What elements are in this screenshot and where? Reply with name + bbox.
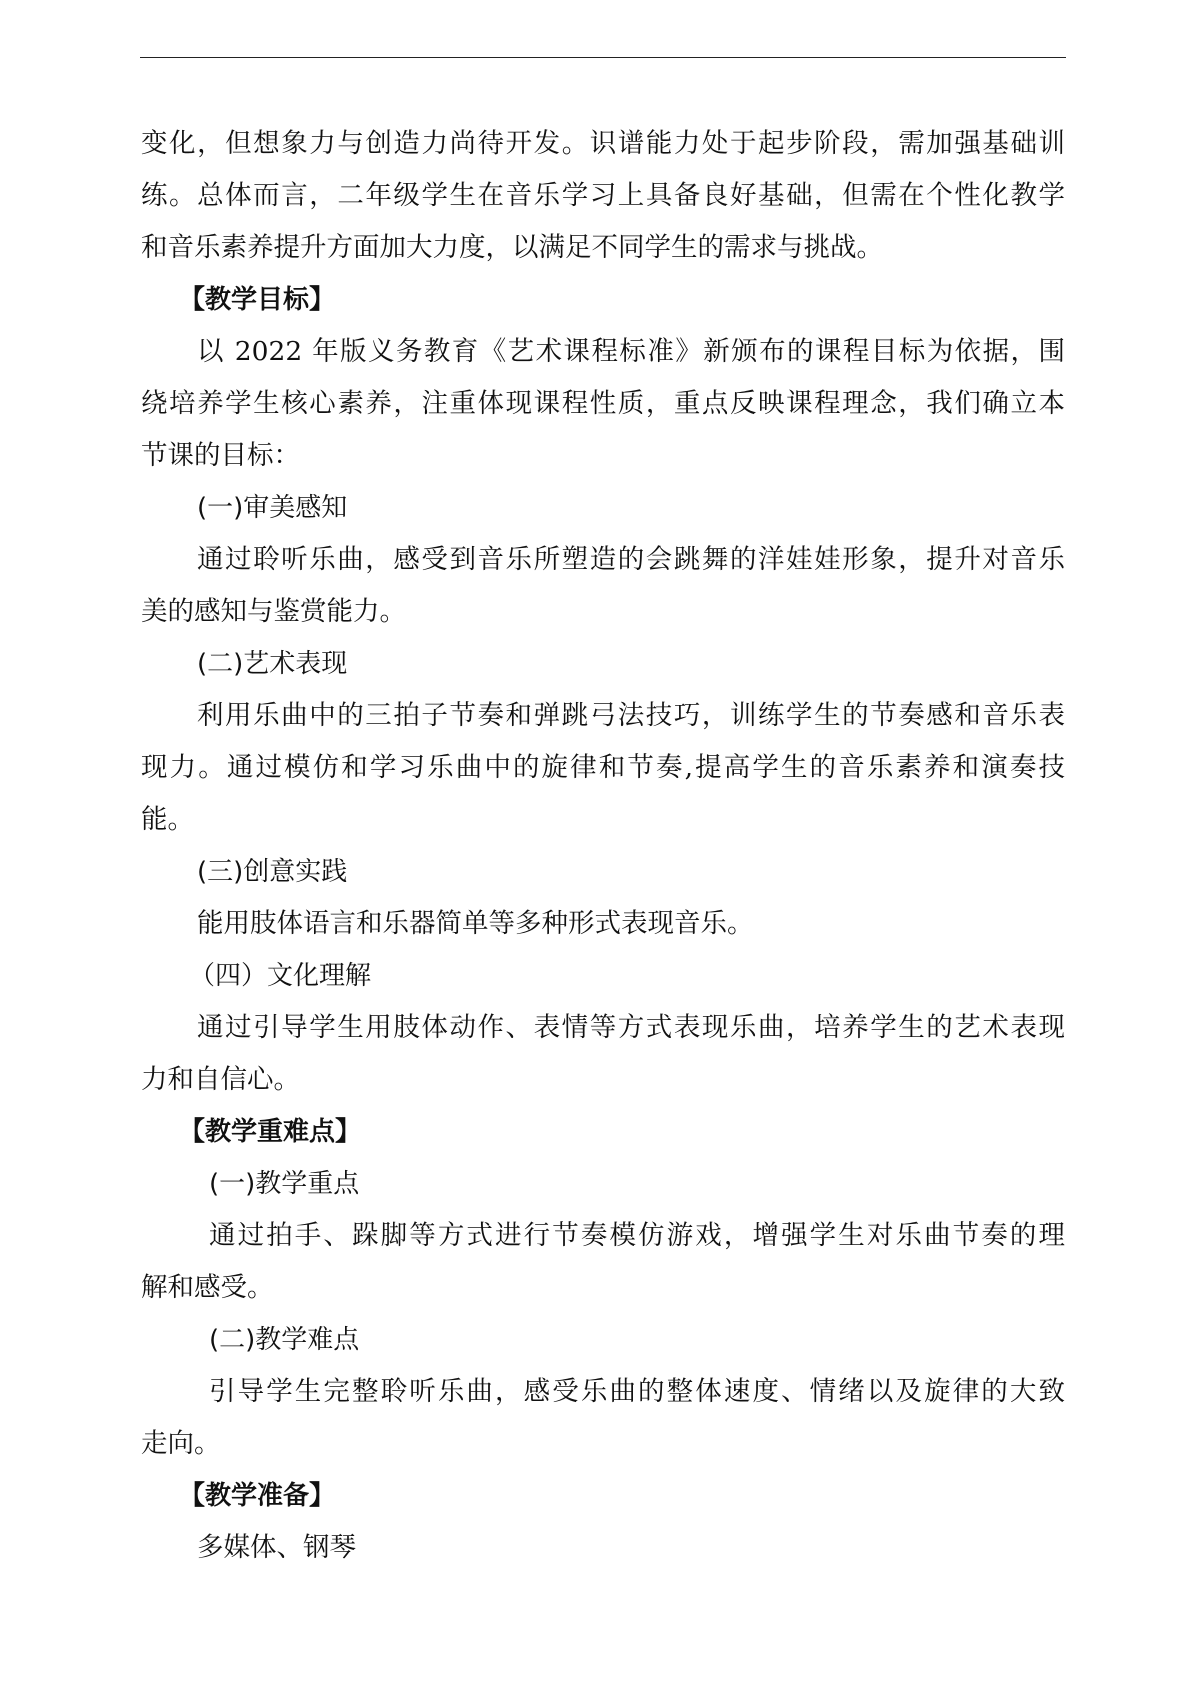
subheading-key-point: (一)教学重点 [209, 1169, 360, 1199]
paragraph-line: 能用肢体语言和乐器简单等多种形式表现音乐。 [197, 908, 754, 939]
paragraph-line: 通过引导学生用肢体动作、表情等方式表现乐曲，培养学生的艺术表现 [197, 1012, 1065, 1043]
paragraph-line: 力和自信心。 [141, 1064, 300, 1095]
paragraph-line: 通过拍手、跺脚等方式进行节奏模仿游戏，增强学生对乐曲节奏的理 [209, 1220, 1065, 1251]
section-heading-prep: 【教学准备】 [179, 1481, 336, 1511]
subheading-culture: （四）文化理解 [189, 961, 372, 991]
paragraph-line: 现力。通过模仿和学习乐曲中的旋律和节奏,提高学生的音乐素养和演奏技 [141, 752, 1065, 783]
paragraph-line: 解和感受。 [141, 1272, 274, 1303]
header-rule [140, 57, 1066, 58]
paragraph-line: 引导学生完整聆听乐曲，感受乐曲的整体速度、情绪以及旋律的大致 [209, 1376, 1065, 1407]
paragraph-line: 走向。 [141, 1428, 221, 1459]
paragraph-line: 和音乐素养提升方面加大力度，以满足不同学生的需求与挑战。 [141, 232, 883, 263]
paragraph-line: 能。 [141, 804, 194, 835]
subheading-difficulty: (二)教学难点 [209, 1325, 360, 1355]
subheading-aesthetic: (一)审美感知 [197, 493, 348, 523]
page-content [141, 118, 1065, 1574]
paragraph-line: 美的感知与鉴赏能力。 [141, 596, 406, 627]
section-heading-goals: 【教学目标】 [179, 285, 336, 315]
section-heading-keypoints: 【教学重难点】 [179, 1117, 362, 1147]
paragraph-line: 节课的目标： [141, 440, 300, 471]
subheading-artistic: (二)艺术表现 [197, 649, 348, 679]
paragraph-line: 通过聆听乐曲，感受到音乐所塑造的会跳舞的洋娃娃形象，提升对音乐 [197, 544, 1065, 575]
paragraph-line: 以 2022 年版义务教育《艺术课程标准》新颁布的课程目标为依据，围 [197, 336, 1065, 367]
paragraph-line: 多媒体、钢琴 [197, 1532, 356, 1563]
paragraph-line: 练。总体而言，二年级学生在音乐学习上具备良好基础，但需在个性化教学 [141, 180, 1065, 211]
paragraph-line: 绕培养学生核心素养，注重体现课程性质，重点反映课程理念，我们确立本 [141, 388, 1065, 419]
subheading-creative: (三)创意实践 [197, 857, 348, 887]
paragraph-line: 变化，但想象力与创造力尚待开发。识谱能力处于起步阶段，需加强基础训 [141, 128, 1065, 159]
paragraph-line: 利用乐曲中的三拍子节奏和弹跳弓法技巧，训练学生的节奏感和音乐表 [197, 700, 1065, 731]
